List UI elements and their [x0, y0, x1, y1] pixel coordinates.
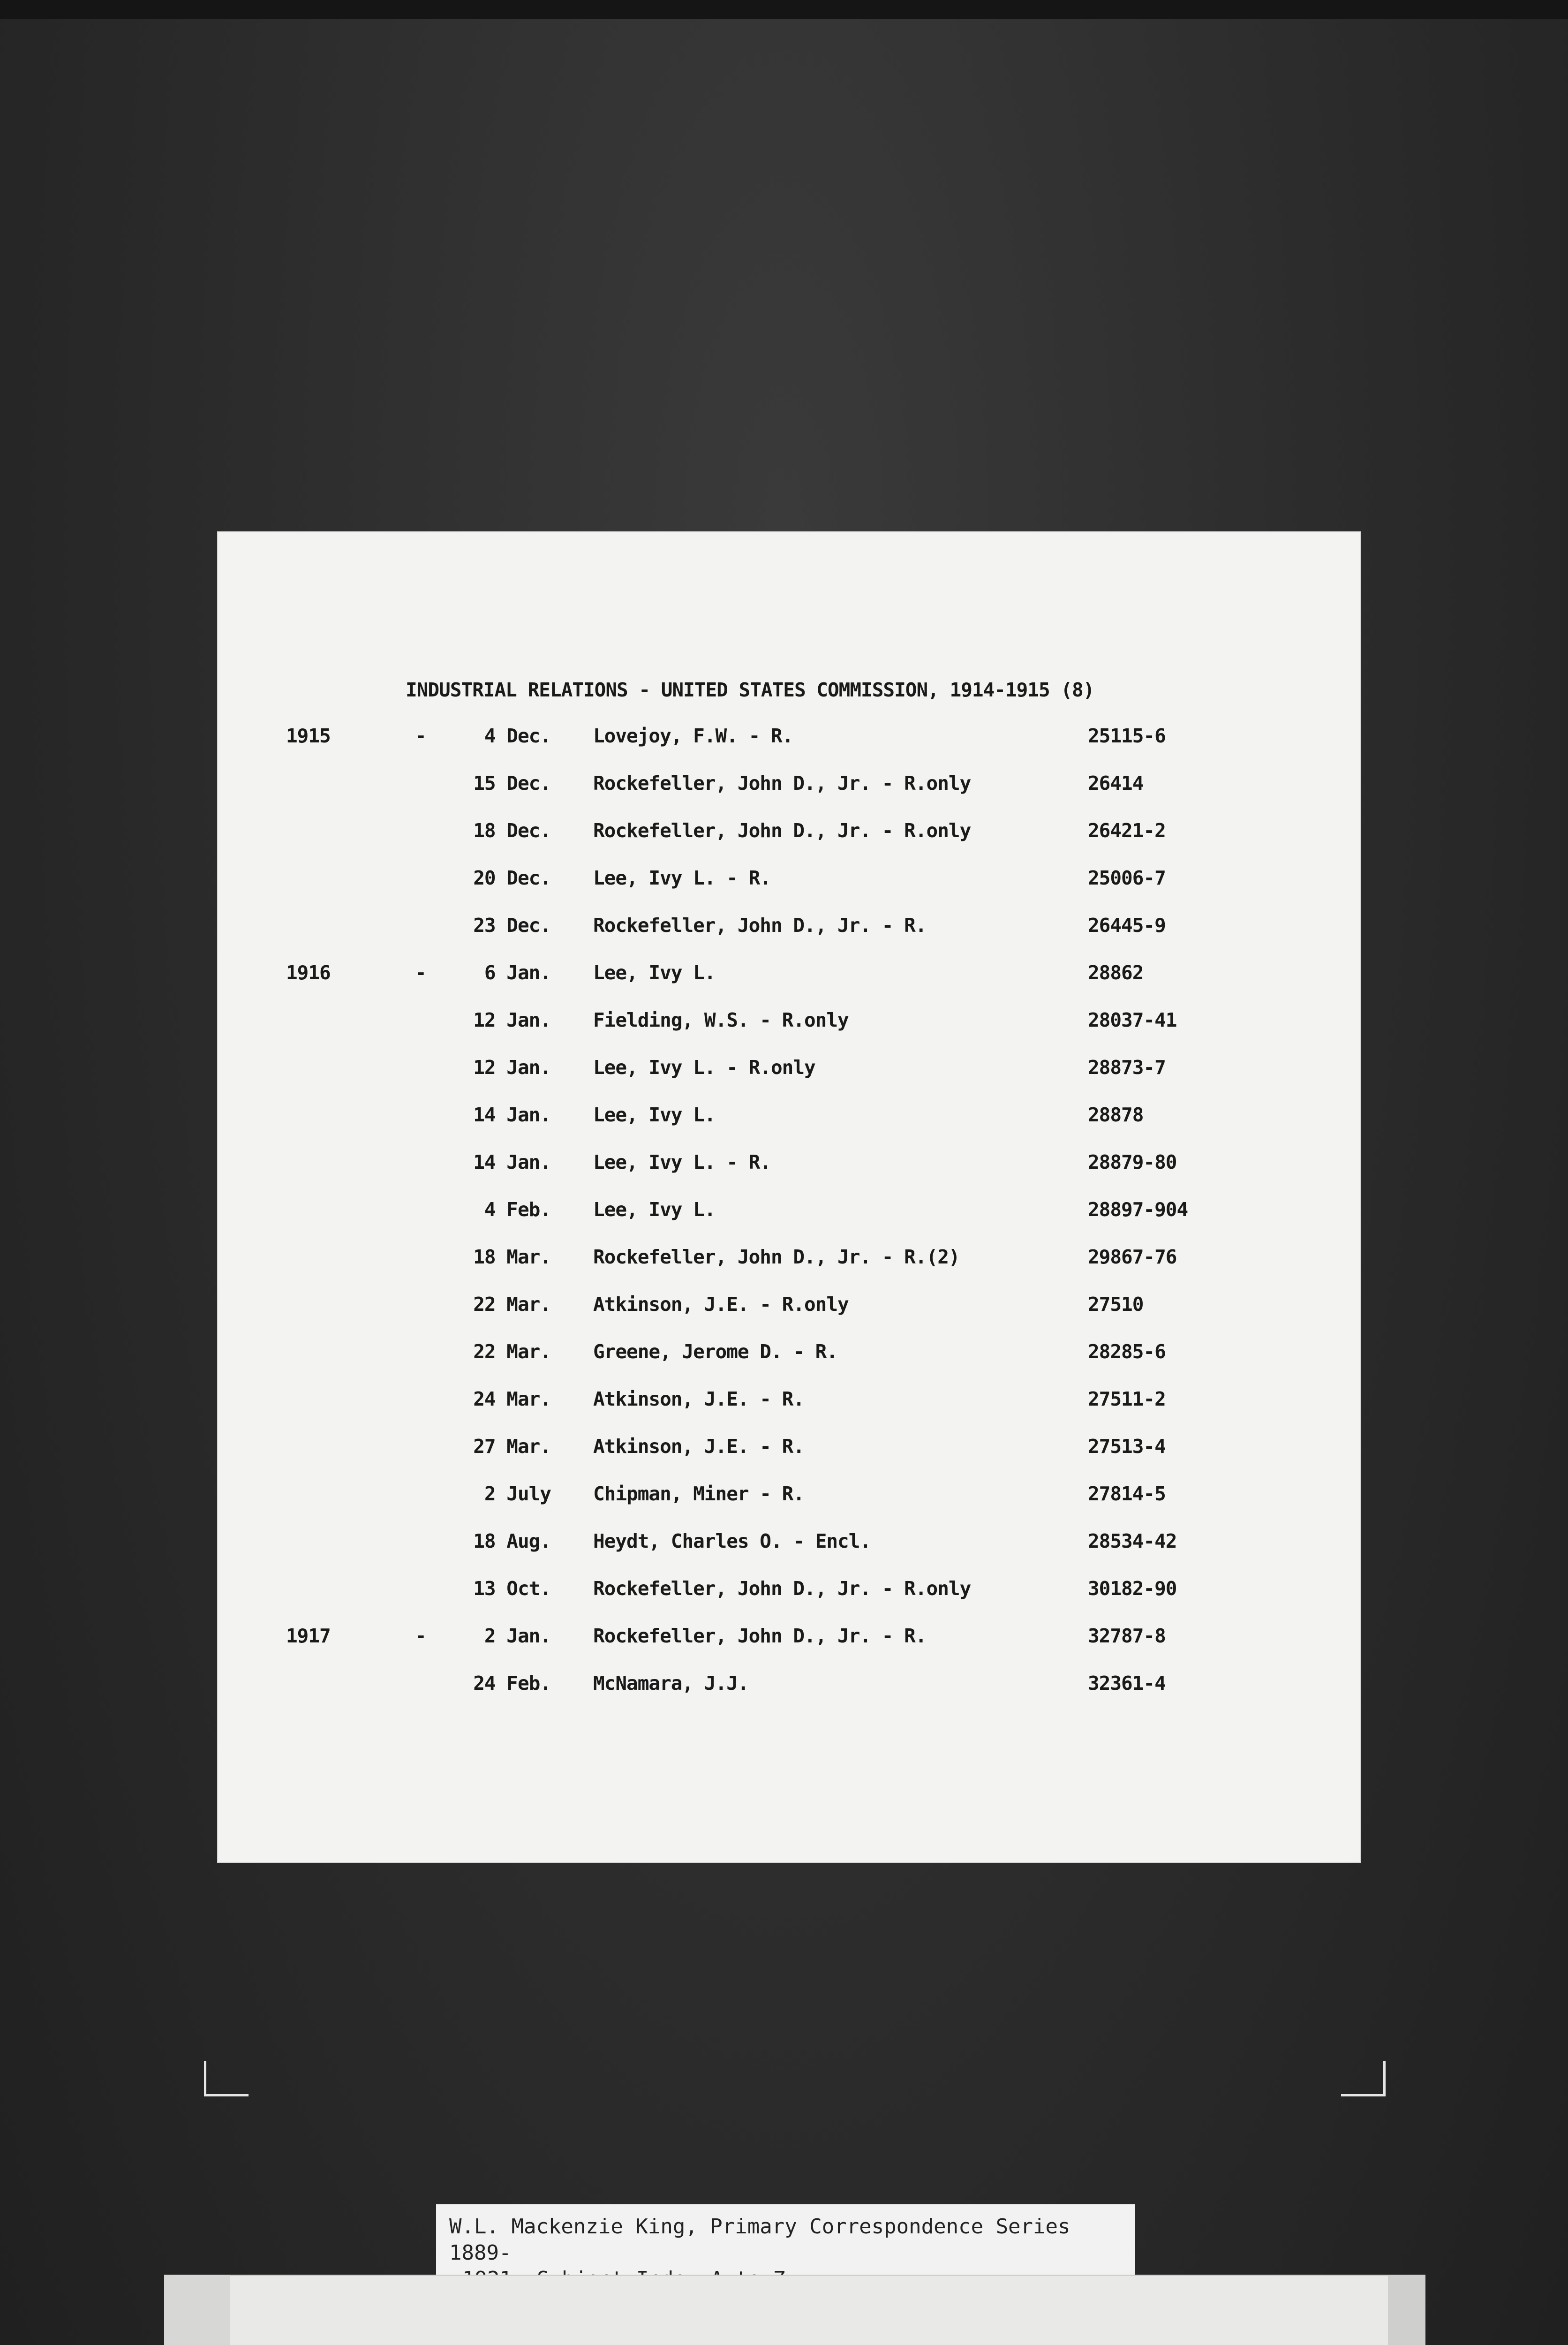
entry-description: Atkinson, J.E. - R.only	[593, 1293, 849, 1316]
entry-date: 2 July	[484, 1483, 551, 1505]
card-edge-left	[164, 2275, 230, 2345]
index-entry	[218, 725, 1360, 772]
index-entry	[218, 1340, 1360, 1388]
entry-reference: 26414	[1088, 772, 1144, 794]
index-entry	[218, 1625, 1360, 1672]
entry-reference: 29867-76	[1088, 1246, 1177, 1268]
entry-reference: 28862	[1088, 961, 1144, 984]
entry-description: Rockefeller, John D., Jr. - R.(2)	[593, 1246, 960, 1268]
entry-dash: -	[415, 961, 426, 984]
entry-reference: 28873-7	[1088, 1056, 1166, 1079]
entry-date: 23 Dec.	[473, 914, 551, 937]
entry-date: 12 Jan.	[473, 1056, 551, 1079]
entry-date: 4 Feb.	[484, 1198, 551, 1221]
entry-dash: -	[415, 1625, 426, 1647]
entry-list	[218, 725, 1360, 1719]
source-label-line1: W.L. Mackenzie King, Primary Correspondence Series 1889-	[449, 2215, 1070, 2265]
entry-reference: 30182-90	[1088, 1577, 1177, 1600]
film-edge-top	[0, 0, 1568, 19]
entry-reference: 28037-41	[1088, 1009, 1177, 1031]
index-entry	[218, 961, 1360, 1009]
entry-description: Lee, Ivy L. - R.only	[593, 1056, 815, 1079]
entry-description: Greene, Jerome D. - R.	[593, 1340, 838, 1363]
entry-date: 15 Dec.	[473, 772, 551, 794]
entry-reference: 26445-9	[1088, 914, 1166, 937]
card-edge-right	[1388, 2275, 1425, 2345]
entry-description: Rockefeller, John D., Jr. - R.	[593, 1625, 927, 1647]
index-entry	[218, 1530, 1360, 1577]
entry-reference: 28285-6	[1088, 1340, 1166, 1363]
entry-description: Rockefeller, John D., Jr. - R.	[593, 914, 927, 937]
entry-date: 6 Jan.	[484, 961, 551, 984]
entry-description: Atkinson, J.E. - R.	[593, 1435, 804, 1458]
entry-year: 1916	[286, 961, 331, 984]
index-entry	[218, 1388, 1360, 1435]
entry-date: 27 Mar.	[473, 1435, 551, 1458]
entry-description: Lee, Ivy L. - R.	[593, 1151, 771, 1173]
entry-date: 18 Mar.	[473, 1246, 551, 1268]
entry-reference: 28879-80	[1088, 1151, 1177, 1173]
entry-reference: 32787-8	[1088, 1625, 1166, 1647]
entry-description: Lee, Ivy L. - R.	[593, 867, 771, 889]
entry-date: 13 Oct.	[473, 1577, 551, 1600]
entry-description: Heydt, Charles O. - Encl.	[593, 1530, 871, 1552]
index-entry	[218, 1293, 1360, 1340]
entry-reference: 26421-2	[1088, 819, 1166, 842]
entry-date: 24 Feb.	[473, 1672, 551, 1694]
entry-reference: 25006-7	[1088, 867, 1166, 889]
entry-description: Lee, Ivy L.	[593, 961, 716, 984]
entry-description: Rockefeller, John D., Jr. - R.only	[593, 819, 971, 842]
index-entry	[218, 1104, 1360, 1151]
entry-description: Lee, Ivy L.	[593, 1104, 716, 1126]
entry-description: Fielding, W.S. - R.only	[593, 1009, 849, 1031]
entry-date: 18 Aug.	[473, 1530, 551, 1552]
index-entry	[218, 1483, 1360, 1530]
index-document-page	[218, 532, 1360, 1862]
index-entry	[218, 1577, 1360, 1625]
entry-date: 22 Mar.	[473, 1340, 551, 1363]
entry-description: Lee, Ivy L.	[593, 1198, 716, 1221]
entry-dash: -	[415, 725, 426, 747]
entry-reference: 28534-42	[1088, 1530, 1177, 1552]
entry-reference: 27513-4	[1088, 1435, 1166, 1458]
entry-date: 20 Dec.	[473, 867, 551, 889]
entry-year: 1915	[286, 725, 331, 747]
entry-description: Rockefeller, John D., Jr. - R.only	[593, 772, 971, 794]
source-label	[436, 2204, 1135, 2275]
archive-card	[164, 2275, 1425, 2345]
entry-date: 24 Mar.	[473, 1388, 551, 1410]
index-entry	[218, 1198, 1360, 1246]
index-entry	[218, 819, 1360, 867]
entry-reference: 28878	[1088, 1104, 1144, 1126]
entry-reference: 27511-2	[1088, 1388, 1166, 1410]
entry-date: 22 Mar.	[473, 1293, 551, 1316]
entry-reference: 28897-904	[1088, 1198, 1188, 1221]
entry-date: 4 Dec.	[484, 725, 551, 747]
film-corner-mark-left	[204, 2061, 249, 2096]
entry-reference: 27510	[1088, 1293, 1144, 1316]
entry-date: 12 Jan.	[473, 1009, 551, 1031]
entry-reference: 25115-6	[1088, 725, 1166, 747]
entry-date: 14 Jan.	[473, 1151, 551, 1173]
index-entry	[218, 1056, 1360, 1104]
index-entry	[218, 914, 1360, 961]
index-entry	[218, 1672, 1360, 1719]
entry-date: 14 Jan.	[473, 1104, 551, 1126]
entry-reference: 27814-5	[1088, 1483, 1166, 1505]
entry-year: 1917	[286, 1625, 331, 1647]
index-entry	[218, 867, 1360, 914]
entry-description: Rockefeller, John D., Jr. - R.only	[593, 1577, 971, 1600]
entry-description: McNamara, J.J.	[593, 1672, 749, 1694]
document-title: INDUSTRIAL RELATIONS - UNITED STATES COMMISSION, 1914-1915 (8)	[406, 679, 1094, 701]
entry-date: 18 Dec.	[473, 819, 551, 842]
film-corner-mark-right	[1341, 2061, 1386, 2096]
entry-description: Atkinson, J.E. - R.	[593, 1388, 804, 1410]
entry-reference: 32361-4	[1088, 1672, 1166, 1694]
index-entry	[218, 1246, 1360, 1293]
entry-date: 2 Jan.	[484, 1625, 551, 1647]
index-entry	[218, 1435, 1360, 1483]
index-entry	[218, 1151, 1360, 1198]
index-entry	[218, 772, 1360, 819]
index-entry	[218, 1009, 1360, 1056]
entry-description: Lovejoy, F.W. - R.	[593, 725, 793, 747]
entry-description: Chipman, Miner - R.	[593, 1483, 804, 1505]
